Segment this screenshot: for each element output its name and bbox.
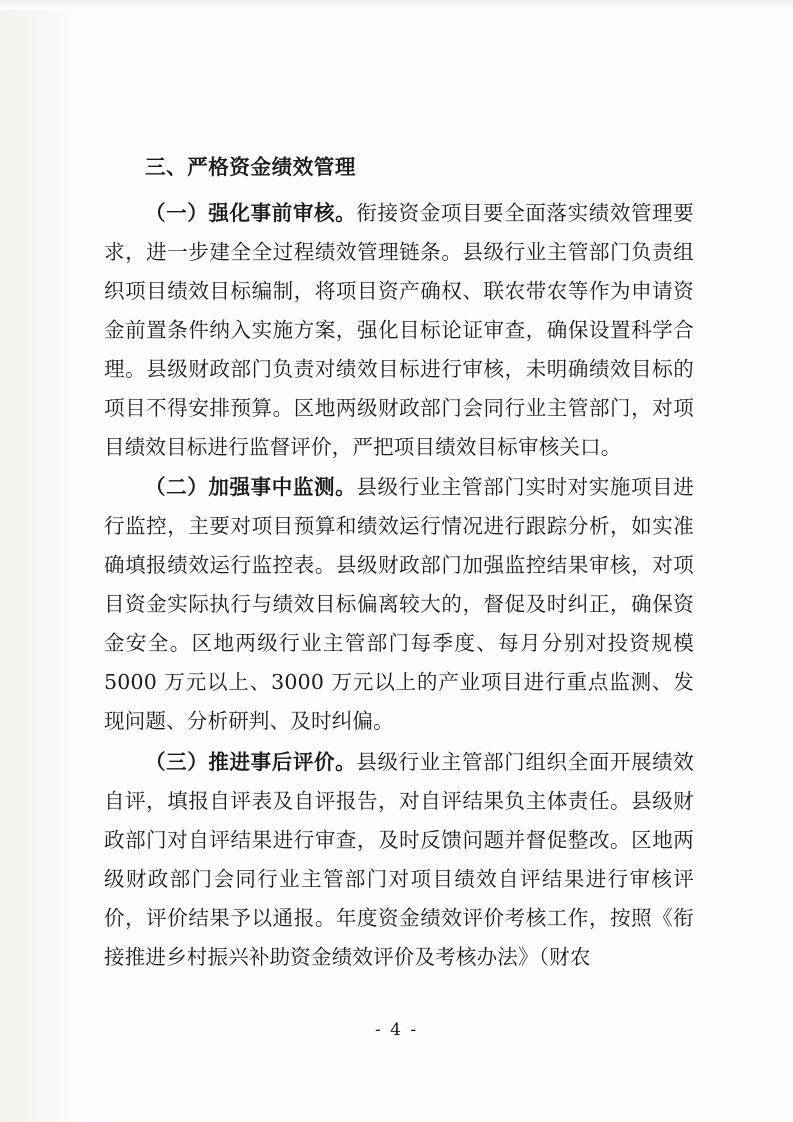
paragraph-2-body: 县级行业主管部门实时对实施项目进行监控，主要对项目预算和绩效运行情况进行跟踪分析，如实准确填报绩效运行监控表。县级财政部门加强监控结果审核，对项目资金实际执行与绩效目标偏离较大的，督促及时纠正，确保资金安全。区地两级行业主管部门每季度、每月分别对投资规模 5000 万元以上、3000 万元以上的产业项目进行重点监测、发现问题、分析研判、及时纠偏。 xyxy=(104,475,695,734)
paragraph-1-lead: （一）强化事前审核。 xyxy=(145,200,357,225)
paragraph-3 xyxy=(104,743,694,977)
page-number: - 4 - xyxy=(374,1020,419,1040)
paragraph-2-lead: （二）加强事中监测。 xyxy=(145,475,357,500)
scan-edge-top xyxy=(0,0,793,10)
paragraph-1-body: 衔接资金项目要全面落实绩效管理要求，进一步建全全过程绩效管理链条。县级行业主管部门负责组织项目绩效目标编制，将项目资产确权、联农带农等作为申请资金前置条件纳入实施方案，强化目标论证审查，确保设置科学合理。县级财政部门负责对绩效目标进行审核，未明确绩效目标的项目不得安排预算。区地两级财政部门会同行业主管部门，对项目绩效目标进行监督评价，严把项目绩效目标审核关口。 xyxy=(104,200,695,459)
section-heading: 三、严格资金绩效管理 xyxy=(145,155,356,179)
paragraph-3-body: 县级行业主管部门组织全面开展绩效自评，填报自评表及自评报告，对自评结果负主体责任。县级财政部门对自评结果进行审查，及时反馈问题并督促整改。区地两级财政部门会同行业主管部门对项目绩效自评结果进行审核评价，评价结果予以通报。年度资金绩效评价考核工作，按照《衔接推进乡村振兴补助资金绩效评价及考核办法》（财农 xyxy=(104,750,695,969)
document-body xyxy=(104,150,694,979)
paragraph-3-lead: （三）推进事后评价。 xyxy=(145,750,357,774)
page-footer xyxy=(0,1020,793,1040)
paragraph-1 xyxy=(104,194,694,467)
paragraph-2 xyxy=(104,468,694,741)
scan-edge-left xyxy=(0,0,104,1122)
